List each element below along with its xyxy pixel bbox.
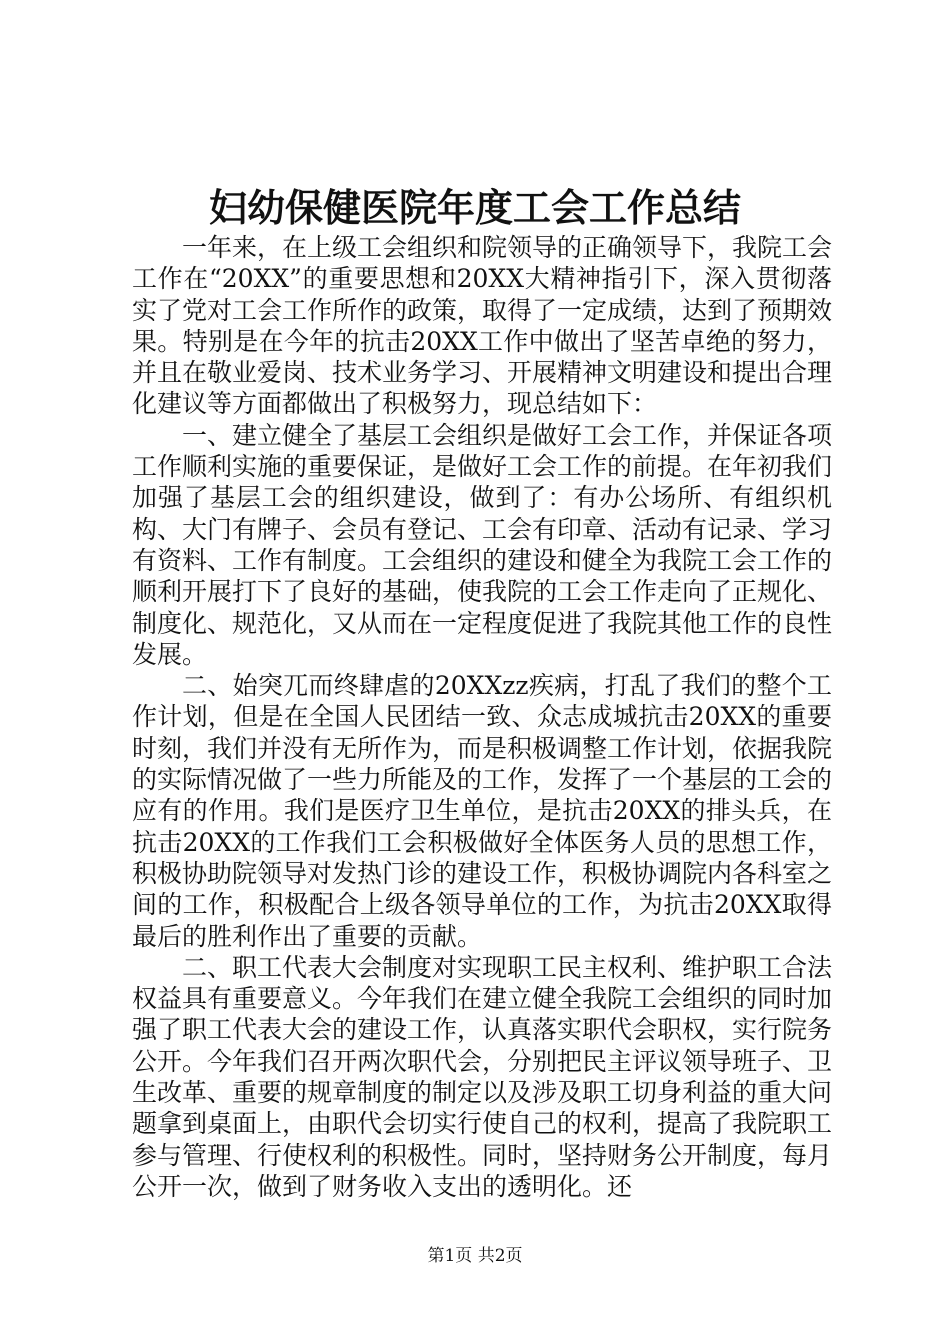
paragraph-section-1: 一、建立健全了基层工会组织是做好工会工作，并保证各项工作顺利实施的重要保证，是做好工会工作的前提。在年初我们加强了基层工会的组织建设，做到了：有办公场所、有组织机构、大门有牌子、会员有登记、工会有印章、活动有记录、学习有资料、工作有制度。工会组织的建设和健全为我院工会工作的顺利开展打下了良好的基础，使我院的工会工作走向了正规化、制度化、规范化，又从而在一定程度促进了我院其他工作的良性发展。: [132, 420, 833, 669]
paragraph-section-3: 二、职工代表大会制度对实现职工民主权利、维护职工合法权益具有重要意义。今年我们在建立健全我院工会组织的同时加强了职工代表大会的建设工作，认真落实职代会职权，实行院务公开。今年我们召开两次职代会，分别把民主评议领导班子、卫生改革、重要的规章制度的制定以及涉及职工切身利益的重大问题拿到桌面上，由职代会切实行使自己的权利，提高了我院职工参与管理、行使权利的积极性。同时，坚持财务公开制度，每月公开一次，做到了财务收入支出的透明化。还: [132, 952, 833, 1201]
paragraph-section-2: 二、始突兀而终肆虐的20XXzz疾病，打乱了我们的整个工作计划，但是在全国人民团结一致、众志成城抗击20XX的重要时刻，我们并没有无所作为，而是积极调整工作计划，依据我院的实际情况做了一些力所能及的工作，发挥了一个基层的工会的应有的作用。我们是医疗卫生单位，是抗击20XX的排头兵，在抗击20XX的工作我们工会积极做好全体医务人员的思想工作，积极协助院领导对发热门诊的建设工作，积极协调院内各科室之间的工作，积极配合上级各领导单位的工作，为抗击20XX取得最后的胜利作出了重要的贡献。: [132, 671, 833, 951]
paragraph-intro: 一年来，在上级工会组织和院领导的正确领导下，我院工会工作在“20XX”的重要思想和20XX大精神指引下，深入贯彻落实了党对工会工作所作的政策，取得了一定成绩，达到了预期效果。特别是在今年的抗击20XX工作中做出了坚苦卓绝的努力，并且在敬业爱岗、技术业务学习、开展精神文明建设和提出合理化建议等方面都做出了积极努力，现总结如下：: [132, 233, 833, 419]
document-title: 妇幼保健医院年度工会工作总结: [208, 185, 741, 230]
page-number-footer: 第1页 共2页: [427, 1246, 523, 1266]
document-body: [132, 232, 832, 1202]
